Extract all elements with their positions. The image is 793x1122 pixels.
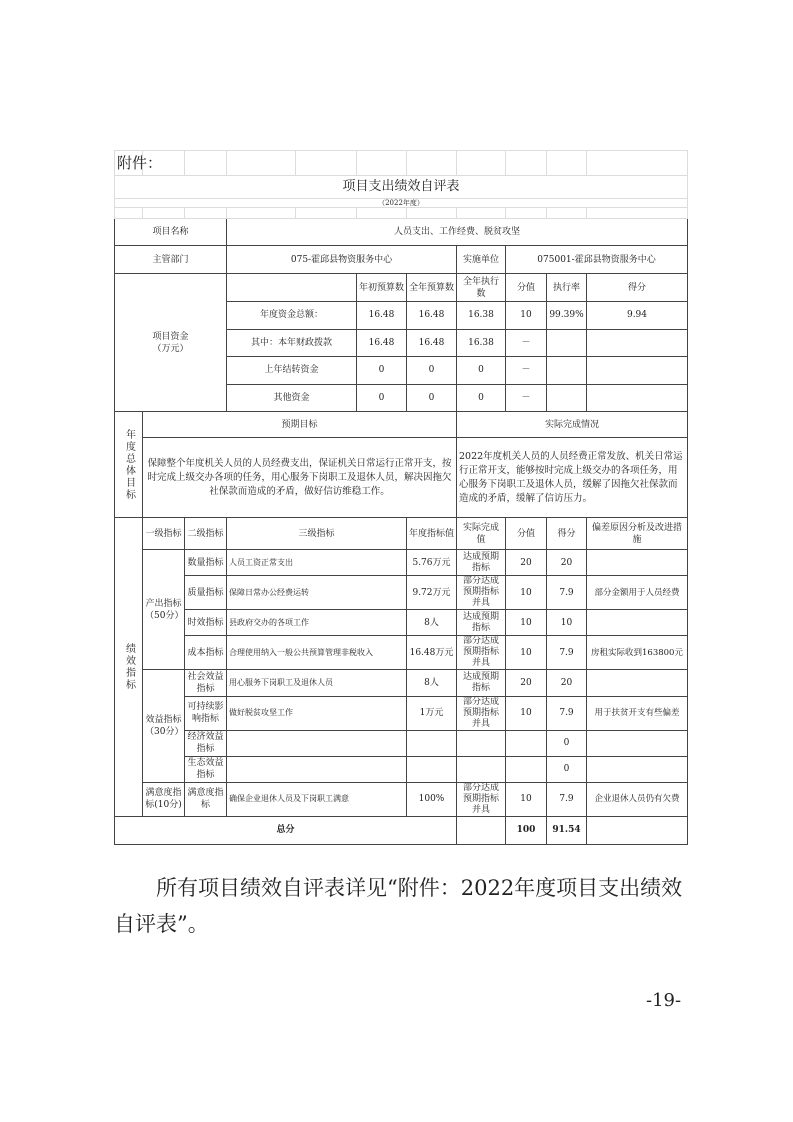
level3-indicator: 确保企业退休人员及下岗职工满意 <box>227 782 407 816</box>
table-cell: 10 <box>547 610 587 636</box>
column-header: 年初预算数 <box>357 274 407 302</box>
table-cell <box>407 730 457 756</box>
table-cell <box>357 208 407 219</box>
column-header: 三级指标 <box>227 518 407 550</box>
table-row <box>115 274 688 302</box>
table-cell: 100 <box>506 816 547 844</box>
table-cell: 100% <box>407 782 457 816</box>
table-cell: 房租实际收到163800元 <box>587 636 688 670</box>
table-cell <box>547 151 587 176</box>
project-name: 人员支出、工作经费、脱贫攻坚 <box>227 219 688 246</box>
level3-indicator: 合理使用纳入一般公共预算管理非税收入 <box>227 636 407 670</box>
level3-indicator: 县政府交办的各项工作 <box>227 610 407 636</box>
table-cell <box>357 151 407 176</box>
table-cell: 16.48 <box>407 302 457 330</box>
table-cell: 0 <box>357 357 407 385</box>
table-cell: 实施单位 <box>457 246 506 274</box>
table-cell <box>407 151 457 176</box>
actual-result: 2022年度机关人员的人员经费正常发放、机关日常运行正常开支，能够按时完成上级交办的各项任务，用心服务下岗职工及退休人员，缓解了因拖欠社保款而造成的矛盾，缓解了信访压力。 <box>457 438 688 518</box>
column-header: 得分 <box>547 518 587 550</box>
table-cell: 部分金额用于人员经费 <box>587 576 688 610</box>
table-row <box>115 246 688 274</box>
table-cell: 20 <box>547 550 587 576</box>
body-paragraph: 所有项目绩效自评表详见“附件：2022年度项目支出绩效自评表”。 <box>114 876 683 936</box>
column-header: 分值 <box>506 518 547 550</box>
table-cell: 0 <box>407 384 457 412</box>
performance-table <box>114 150 688 845</box>
level1-indicator: 满意度指标(10分) <box>143 782 185 816</box>
goal-label: 年度总体目标 <box>115 412 143 518</box>
column-header: 一级指标 <box>143 518 185 550</box>
table-cell <box>506 730 547 756</box>
table-cell: － <box>506 329 547 357</box>
table-cell: 16.38 <box>457 302 506 330</box>
table-row <box>115 730 688 756</box>
table-cell <box>506 756 547 782</box>
table-cell: 10 <box>506 696 547 730</box>
table-cell: 部分达成预期指标并具 <box>457 782 506 816</box>
level1-indicator: 效益指标（30分） <box>143 670 185 783</box>
table-cell <box>143 208 185 219</box>
table-cell: 16.48 <box>357 329 407 357</box>
table-cell <box>227 151 296 176</box>
table-row <box>115 151 688 176</box>
table-cell <box>587 730 688 756</box>
table-cell <box>296 208 357 219</box>
column-header: 执行率 <box>547 274 587 302</box>
table-cell: 其他资金 <box>227 384 357 412</box>
column-header: 年度指标值 <box>407 518 457 550</box>
level2-indicator: 生态效益指标 <box>185 756 227 782</box>
table-row <box>115 176 688 199</box>
column-header: 实际完成值 <box>457 518 506 550</box>
table-row <box>115 816 688 844</box>
table-cell <box>587 756 688 782</box>
table-row <box>115 610 688 636</box>
column-header: 分值 <box>506 274 547 302</box>
level3-indicator <box>227 730 407 756</box>
table-cell: 9.72万元 <box>407 576 457 610</box>
table-cell: 主管部门 <box>115 246 227 274</box>
table-cell: 5.76万元 <box>407 550 457 576</box>
table-cell: 10 <box>506 302 547 330</box>
level1-indicator: 产出指标（50分） <box>143 550 185 670</box>
table-cell: 部分达成预期指标并具 <box>457 576 506 610</box>
table-cell: 预期目标 <box>143 412 457 438</box>
table-row <box>115 782 688 816</box>
page-number: -19- <box>646 990 682 1011</box>
table-cell: 7.9 <box>547 636 587 670</box>
table-row <box>115 670 688 696</box>
table-cell <box>547 384 587 412</box>
table-cell <box>407 756 457 782</box>
table-cell <box>587 550 688 576</box>
column-header: 全年执行数 <box>457 274 506 302</box>
table-subtitle: （2022年度） <box>115 199 688 208</box>
table-cell <box>227 208 296 219</box>
table-cell <box>185 208 227 219</box>
table-row <box>115 219 688 246</box>
table-cell: 其中：本年财政拨款 <box>227 329 357 357</box>
table-cell: 项目名称 <box>115 219 227 246</box>
table-cell <box>506 151 547 176</box>
column-header: 偏差原因分析及改进措施 <box>587 518 688 550</box>
attachment-label: 附件： <box>115 151 143 176</box>
table-cell: 达成预期指标 <box>457 550 506 576</box>
table-cell: 企业退休人员仍有欠费 <box>587 782 688 816</box>
table-cell: 部分达成预期指标并具 <box>457 696 506 730</box>
level3-indicator: 保障日常办公经费运转 <box>227 576 407 610</box>
level3-indicator <box>227 756 407 782</box>
table-cell <box>506 208 547 219</box>
table-cell <box>457 730 506 756</box>
table-cell: － <box>506 384 547 412</box>
column-header: 得分 <box>587 274 688 302</box>
table-cell: 7.9 <box>547 782 587 816</box>
level2-indicator: 成本指标 <box>185 636 227 670</box>
department: 075-霍邱县物资服务中心 <box>227 246 457 274</box>
table-cell <box>587 151 688 176</box>
table-cell <box>587 610 688 636</box>
table-cell: 7.9 <box>547 576 587 610</box>
table-cell <box>457 756 506 782</box>
table-cell: 达成预期指标 <box>457 670 506 696</box>
table-row <box>115 208 688 219</box>
level2-indicator: 社会效益指标 <box>185 670 227 696</box>
table-row <box>115 518 688 550</box>
level2-indicator: 可持续影响指标 <box>185 696 227 730</box>
table-cell: 20 <box>506 550 547 576</box>
table-cell <box>547 208 587 219</box>
table-cell: 0 <box>357 384 407 412</box>
level2-indicator: 数量指标 <box>185 550 227 576</box>
table-cell: 0 <box>407 357 457 385</box>
table-cell: 16.48 <box>357 302 407 330</box>
table-cell: － <box>506 357 547 385</box>
table-cell: 0 <box>547 756 587 782</box>
table-cell <box>587 384 688 412</box>
table-row <box>115 550 688 576</box>
table-cell: 上年结转资金 <box>227 357 357 385</box>
table-cell: 10 <box>506 636 547 670</box>
table-cell: 9.94 <box>587 302 688 330</box>
table-cell <box>457 208 506 219</box>
table-cell <box>227 274 357 302</box>
total-score: 91.54 <box>547 816 587 844</box>
table-cell: 0 <box>547 730 587 756</box>
table-cell: 16.48 <box>407 329 457 357</box>
table-cell <box>547 329 587 357</box>
table-cell: 达成预期指标 <box>457 610 506 636</box>
level2-indicator: 经济效益指标 <box>185 730 227 756</box>
column-header: 二级指标 <box>185 518 227 550</box>
table-cell: 10 <box>506 782 547 816</box>
table-cell <box>407 208 457 219</box>
perf-label: 绩效指标 <box>115 518 143 817</box>
level2-indicator: 满意度指标 <box>185 782 227 816</box>
table-cell: 0 <box>457 357 506 385</box>
implementing-unit: 075001-霍邱县物资服务中心 <box>506 246 688 274</box>
level3-indicator: 人员工资正常支出 <box>227 550 407 576</box>
table-cell: 用于扶贫开支有些偏差 <box>587 696 688 730</box>
table-cell: 16.38 <box>457 329 506 357</box>
table-cell <box>587 816 688 844</box>
table-cell: 8人 <box>407 670 457 696</box>
level3-indicator: 做好脱贫攻坚工作 <box>227 696 407 730</box>
table-cell: 7.9 <box>547 696 587 730</box>
table-cell: 20 <box>547 670 587 696</box>
table-cell: 10 <box>506 576 547 610</box>
table-cell: 部分达成预期指标并具 <box>457 636 506 670</box>
table-cell <box>587 357 688 385</box>
table-cell: 8人 <box>407 610 457 636</box>
funds-label: 项目资金（万元） <box>115 274 227 412</box>
table-cell <box>457 151 506 176</box>
table-cell <box>115 208 143 219</box>
table-cell <box>296 151 357 176</box>
total-label: 总分 <box>115 816 457 844</box>
table-row <box>115 636 688 670</box>
level2-indicator: 质量指标 <box>185 576 227 610</box>
table-cell <box>587 329 688 357</box>
table-row <box>115 412 688 438</box>
table-cell: 0 <box>457 384 506 412</box>
table-cell <box>547 357 587 385</box>
level2-indicator: 时效指标 <box>185 610 227 636</box>
level3-indicator: 用心服务下岗职工及退休人员 <box>227 670 407 696</box>
table-cell: 10 <box>506 610 547 636</box>
table-cell: 年度资金总额： <box>227 302 357 330</box>
expected-goal: 保障整个年度机关人员的人员经费支出，保证机关日常运行正常开支，按时完成上级交办各项的任务，用心服务下岗职工及退休人员，解决因拖欠社保款而造成的矛盾，做好信访维稳工作。 <box>143 438 457 518</box>
table-row <box>115 756 688 782</box>
table-row <box>115 199 688 208</box>
table-row <box>115 438 688 518</box>
table-cell: 16.48万元 <box>407 636 457 670</box>
table-title: 项目支出绩效自评表 <box>115 176 688 199</box>
table-cell: 实际完成情况 <box>457 412 688 438</box>
table-row <box>115 696 688 730</box>
table-row <box>115 576 688 610</box>
column-header: 全年预算数 <box>407 274 457 302</box>
table-cell <box>587 208 688 219</box>
table-cell <box>185 151 227 176</box>
table-cell: 99.39% <box>547 302 587 330</box>
table-cell <box>587 670 688 696</box>
table-cell <box>457 816 506 844</box>
table-cell: 1万元 <box>407 696 457 730</box>
table-cell: 20 <box>506 670 547 696</box>
